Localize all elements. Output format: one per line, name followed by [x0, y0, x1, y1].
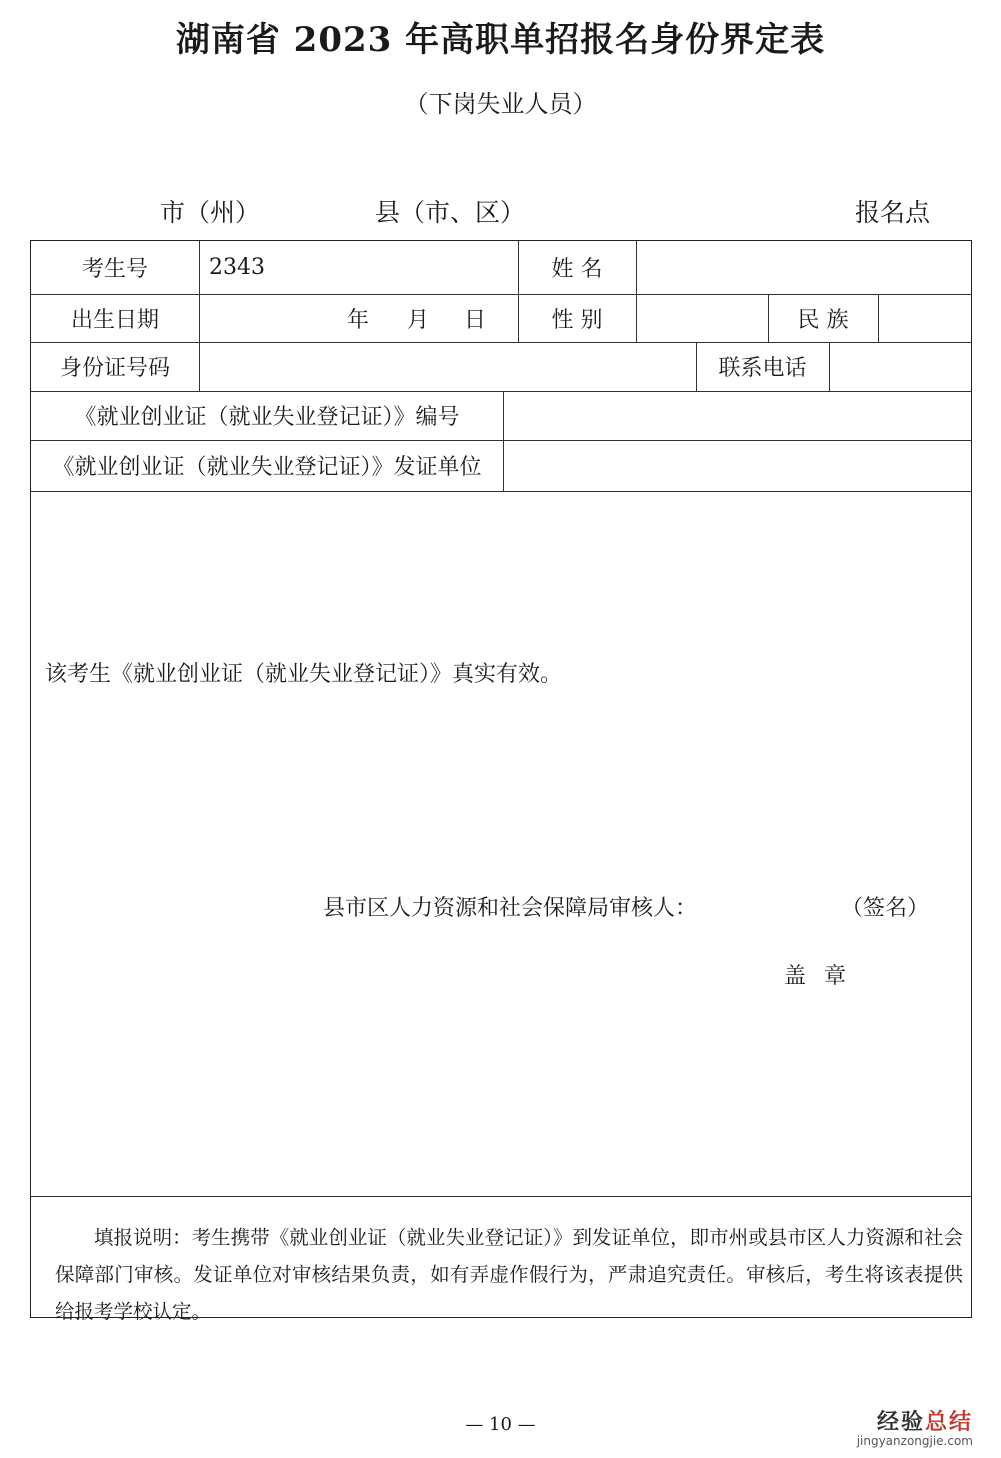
filling-instructions: 填报说明：考生携带《就业创业证（就业失业登记证）》到发证单位，即市州或县市区人力资源和社会保障部门审核。发证单位对审核结果负责，如有弄虚作假行为，严肃追究责任。审核后，考生将该表提供给报考学校认定。 — [55, 1226, 963, 1323]
name-label: 姓 名 — [551, 257, 603, 282]
document-subtitle: （下岗失业人员） — [404, 90, 597, 118]
birth-date-field[interactable] — [199, 294, 518, 342]
birth-day-label: 日 — [464, 307, 487, 333]
name-field[interactable] — [636, 241, 971, 294]
certificate-number-label: 《就业创业证（就业失业登记证）》编号 — [74, 405, 460, 430]
phone-label: 联系电话 — [718, 356, 807, 381]
identity-form-table — [30, 240, 972, 1323]
row-divider — [31, 1196, 971, 1197]
row-divider — [31, 491, 971, 492]
exam-number-label: 考生号 — [81, 257, 148, 282]
watermark-text-accent: 总结 — [924, 1410, 973, 1435]
birth-month-label: 月 — [407, 307, 430, 333]
header-site-label: 报名点 — [855, 198, 931, 227]
id-number-label: 身份证号码 — [59, 356, 170, 381]
header-city-label: 市（州） — [160, 198, 261, 227]
ethnicity-field[interactable] — [878, 294, 971, 342]
certificate-issuer-label: 《就业创业证（就业失业登记证）》发证单位 — [52, 455, 482, 480]
watermark-logo-text — [857, 1405, 973, 1436]
id-number-field[interactable] — [199, 342, 696, 391]
watermark-url: jingyanzongjie.com — [856, 1434, 973, 1448]
certificate-issuer-field[interactable] — [503, 440, 971, 491]
verification-statement: 该考生《就业创业证（就业失业登记证）》真实有效。 — [45, 662, 563, 687]
birth-date-label: 出生日期 — [70, 307, 159, 333]
watermark-text-main: 经验 — [876, 1410, 925, 1435]
stamp-label: 盖章 — [784, 964, 865, 989]
signature-label: （签名） — [841, 896, 930, 921]
gender-label: 性 别 — [551, 307, 603, 333]
document-title: 湖南省 2023 年高职单招报名身份界定表 — [175, 20, 826, 60]
gender-field[interactable] — [636, 294, 768, 342]
birth-year-label: 年 — [347, 307, 370, 333]
certificate-number-field[interactable] — [503, 391, 971, 440]
reviewer-label: 县市区人力资源和社会保障局审核人： — [323, 896, 698, 921]
page-number: — 10 — — [465, 1414, 536, 1435]
exam-number-value[interactable]: 2343 — [209, 255, 265, 280]
ethnicity-label: 民 族 — [797, 307, 849, 333]
phone-field[interactable] — [829, 342, 971, 391]
header-county-label: 县（市、区） — [375, 198, 526, 227]
site-watermark — [857, 1405, 973, 1448]
